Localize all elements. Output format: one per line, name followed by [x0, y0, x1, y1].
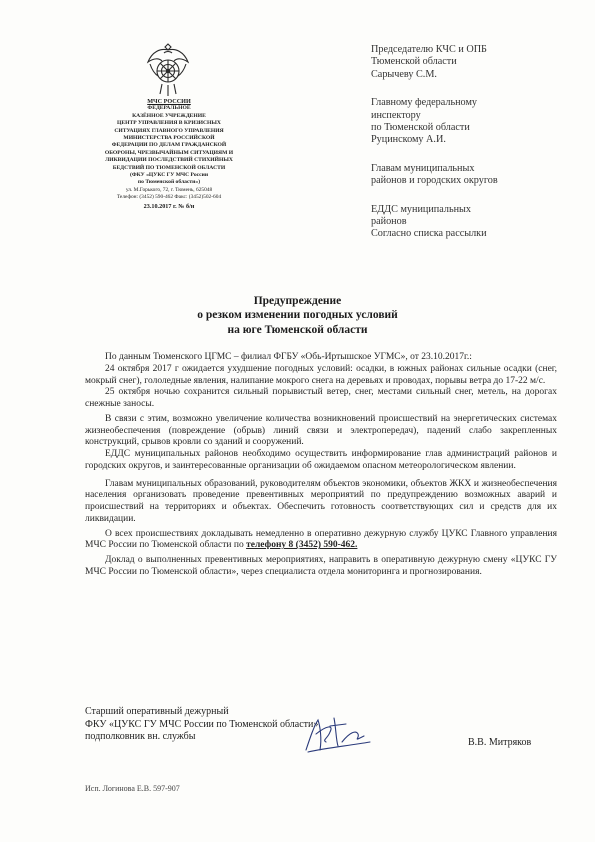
- addressee-group: [371, 44, 571, 81]
- body-paragraph: Доклад о выполненных превентивных мероприятиях, направить в оперативную дежурную смену «ЦУКС ГУ МЧС России по Тюменской области», через специалиста отдела мониторинга и прогнозирования.: [85, 555, 557, 577]
- signer-position-line: ФКУ «ЦУКС ГУ МЧС России по Тюменской области»: [85, 718, 319, 730]
- title-line: о резком изменении погодных условий: [197, 309, 398, 322]
- org-line: ЦЕНТР УПРАВЛЕНИЯ В КРИЗИСНЫХ: [117, 120, 221, 127]
- addressee-line: Главам муниципальных: [371, 162, 475, 174]
- addressees-block: [371, 44, 571, 257]
- org-line: КАЗЁННОЕ УЧРЕЖДЕНИЕ: [132, 112, 206, 119]
- body-paragraph: ЕДДС муниципальных районов необходимо осуществить информирование глав администраций районов и городских округов, и заинтересованные организации об ожидаемом опасном метеорологическом явлении.: [85, 449, 557, 471]
- body-paragraph: В связи с этим, возможно увеличение количества возникновений происшествий на энергетических системах жизнеобеспечения (повреждение (обрыв) линий связи и электропередач), падений слабо закрепленных конструкций, срывов кровли со зданий и сооружений.: [85, 413, 557, 448]
- body-paragraph: [85, 529, 557, 553]
- document-date-number: 23.10.2017 г. № б/н: [143, 202, 195, 210]
- body-paragraph: Главам муниципальных образований, руководителям объектов экономики, объектов ЖКХ и жизнеобеспечения населения организовать проведение превентивных мероприятий по предупреждению возможных аварий и происшествий на территориях и объектах. Обеспечить готовность соответствующих сил и средств для их ликвидации.: [85, 478, 557, 524]
- addressee-group: [371, 97, 571, 147]
- body-text-span: О всех происшествиях докладывать немедленно в оперативно дежурную службу ЦУКС Главного управления МЧС России по Тюменской области по: [85, 528, 557, 551]
- org-line: БЕДСТВИЙ ПО ТЮМЕНСКОЙ ОБЛАСТИ: [112, 164, 226, 171]
- org-line: по Тюменской области»): [137, 179, 201, 186]
- org-ministry-name: МЧС РОССИИ: [147, 98, 191, 105]
- mchs-eagle-emblem-icon: [146, 40, 190, 98]
- signer-position-line: подполковник вн. службы: [85, 731, 196, 743]
- addressee-group: [371, 204, 571, 241]
- document-body: [85, 352, 557, 579]
- sender-organization-block: [70, 98, 268, 210]
- addressee-line: ЕДДС муниципальных: [371, 203, 471, 215]
- addressee-line: Руцинскому А.И.: [371, 134, 446, 146]
- signer-name: В.В. Митряков: [468, 737, 532, 748]
- org-line: МИНИСТЕРСТВА РОССИЙСКОЙ: [123, 135, 215, 142]
- org-line: СИТУАЦИЯХ ГЛАВНОГО УПРАВЛЕНИЯ: [114, 127, 224, 134]
- addressee-line: районов и городских округов: [371, 175, 498, 187]
- addressee-line: по Тюменской области: [371, 122, 470, 134]
- body-paragraph: 24 октября 2017 г ожидается ухудшение погодных условий: осадки, в южных районах сильные осадки (снег, мокрый снег), гололедные явления, налипание мокрого снега на деревьях и проводах, порывы ветра до 17-22 м/с.: [85, 363, 557, 386]
- addressee-group: [371, 163, 571, 188]
- org-address: ул. М.Горького, 72, г. Тюмень, 625048: [125, 186, 213, 193]
- handwritten-signature-icon: [300, 712, 372, 756]
- addressee-line: Тюменской области: [371, 56, 457, 68]
- addressee-line: Сарычеву С.М.: [371, 68, 437, 80]
- title-line: Предупреждение: [253, 295, 342, 307]
- body-paragraph: 25 октября ночью сохранится сильный порывистый ветер, снег, местами сильный снег, метель, на дорогах снежные заносы.: [85, 387, 557, 409]
- addressee-line: Согласно списка рассылки: [371, 228, 487, 240]
- document-title: [120, 294, 475, 337]
- title-line: на юге Тюменской области: [227, 323, 368, 336]
- org-phones: Телефон: (3452) 590-462 Факс: (3452)502-604: [116, 194, 222, 201]
- executor-contact: Исп. Логинова Е.В. 597-907: [85, 784, 180, 793]
- org-line: (ФКУ «ЦУКС ГУ МЧС России: [129, 172, 209, 179]
- addressee-line: районов: [371, 216, 407, 228]
- addressee-line: Председателю КЧС и ОПБ: [371, 44, 487, 55]
- org-line: ФЕДЕРАЛЬНОЕ: [147, 105, 191, 112]
- addressee-line: инспектору: [371, 109, 421, 121]
- addressee-line: Главному федеральному: [371, 97, 477, 109]
- body-paragraph: По данным Тюменского ЦГМС – филиал ФГБУ «Обь-Иртышское УГМС», от 23.10.2017г.:: [105, 352, 472, 362]
- org-line: ФЕДЕРАЦИИ ПО ДЕЛАМ ГРАЖДАНСКОЙ: [111, 142, 227, 149]
- duty-phone-number: телефону 8 (3452) 590-462.: [246, 540, 358, 551]
- signer-position-line: Старший оперативный дежурный: [85, 706, 229, 717]
- org-line: ЛИКВИДАЦИИ ПОСЛЕДСТВИЙ СТИХИЙНЫХ: [105, 157, 233, 164]
- org-line: ОБОРОНЫ, ЧРЕЗВЫЧАЙНЫМ СИТУАЦИЯМ И: [104, 149, 234, 156]
